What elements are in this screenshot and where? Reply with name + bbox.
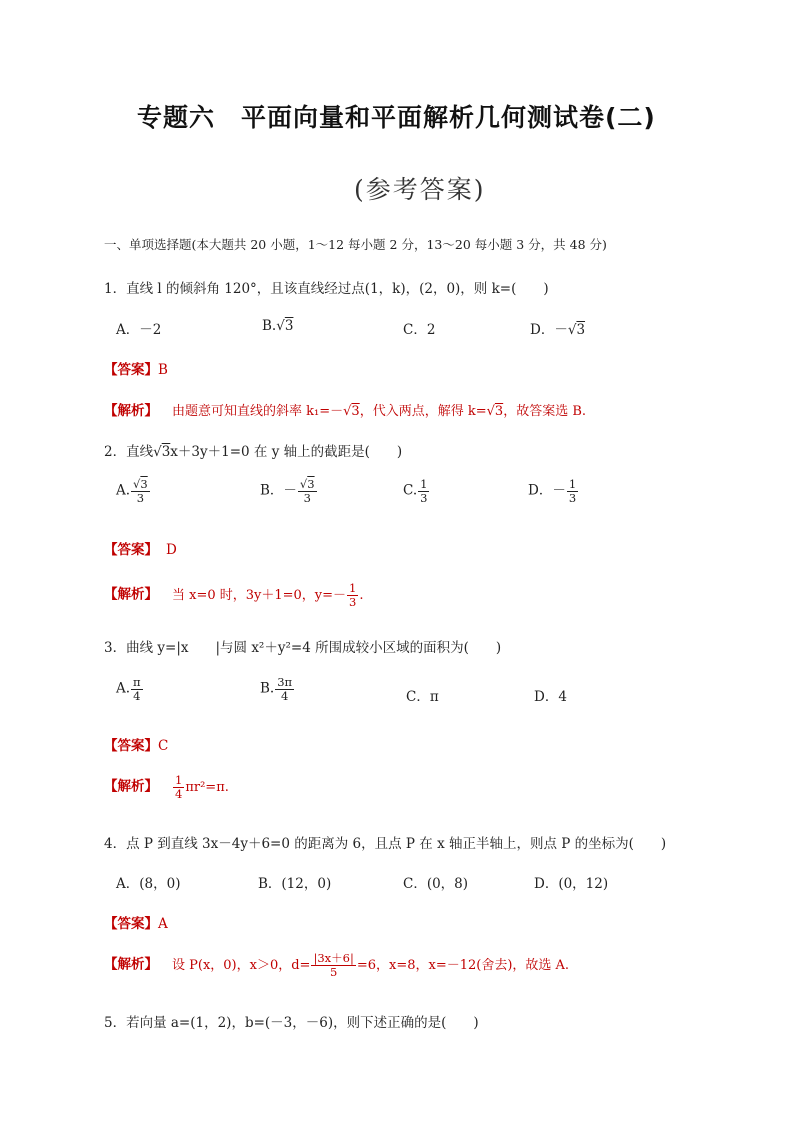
q2-option-b: B．－ $\frac{√3}{3}$ [260, 477, 315, 505]
page-title: 专题六 平面向量和平面解析几何测试卷(二) [137, 103, 656, 132]
q3-option-a: A. $\frac{\pi}{4}$ [116, 675, 141, 703]
q1-option-a: A．－2 [116, 322, 162, 338]
q4-answer: 【答案】A [104, 916, 168, 932]
q2-option-d: D．－ $\frac{1}{3}$ [528, 477, 577, 505]
q2-option-a: A. $\frac{√3}{3}$ [116, 477, 148, 505]
question-2-stem: 2．直线√3x＋3y＋1=0 在 y 轴上的截距是( ) [104, 444, 403, 460]
question-1-stem: 1．直线 l 的倾斜角 120°，且该直线经过点(1，k)，(2，0)，则 k=( ) [104, 281, 549, 297]
question-4-stem: 4．点 P 到直线 3x－4y＋6=0 的距离为 6，且点 P 在 x 轴正半轴上，则点 P 的坐标为( ) [104, 836, 667, 852]
q4-option-a: A．(8，0) [116, 876, 181, 892]
q2-option-c: C. $\frac{1}{3}$ [403, 477, 428, 505]
q1-analysis: 【解析】 由题意可知直线的斜率 k₁=－√3，代入两点，解得 k=√3，故答案选 B. [104, 403, 587, 419]
question-3-stem: 3．曲线 y=|x |与圆 x²＋y²=4 所围成较小区域的面积为( ) [104, 640, 502, 656]
q3-option-c: C．π [406, 689, 439, 705]
section-header: 一、单项选择题(本大题共 20 小题，1～12 每小题 2 分，13～20 每小题 3 分，共 48 分) [104, 237, 607, 252]
q4-option-c: C．(0，8) [403, 876, 469, 892]
q1-option-c: C．2 [403, 322, 436, 338]
q1-option-b: B.√3 [262, 318, 294, 334]
q3-analysis: 【解析】 $\frac{1}{4}$ πr²=π. [104, 773, 229, 801]
page-subtitle: (参考答案) [354, 175, 486, 204]
q2-analysis: 【解析】 当 x=0 时，3y＋1=0，y=－ $\frac{1}{3}$ . [104, 581, 364, 609]
q3-answer: 【答案】C [104, 738, 169, 754]
q4-option-d: D．(0，12) [534, 876, 609, 892]
question-5-stem: 5．若向量 a=(1，2)，b=(－3，－6)，则下述正确的是( ) [104, 1015, 479, 1031]
q3-option-d: D．4 [534, 689, 567, 705]
q4-option-b: B．(12，0) [258, 876, 332, 892]
q2-answer: 【答案】 D [104, 542, 177, 558]
q4-analysis: 【解析】 设 P(x，0)，x＞0，d= $\frac{|3x+6|}{5}$ =6，x=8，x=－12(舍去)，故选 A. [104, 951, 570, 979]
q1-answer: 【答案】B [104, 362, 168, 378]
q3-option-b: B. $\frac{3\pi}{4}$ [260, 675, 293, 703]
q1-option-d: D．－√3 [530, 322, 586, 338]
